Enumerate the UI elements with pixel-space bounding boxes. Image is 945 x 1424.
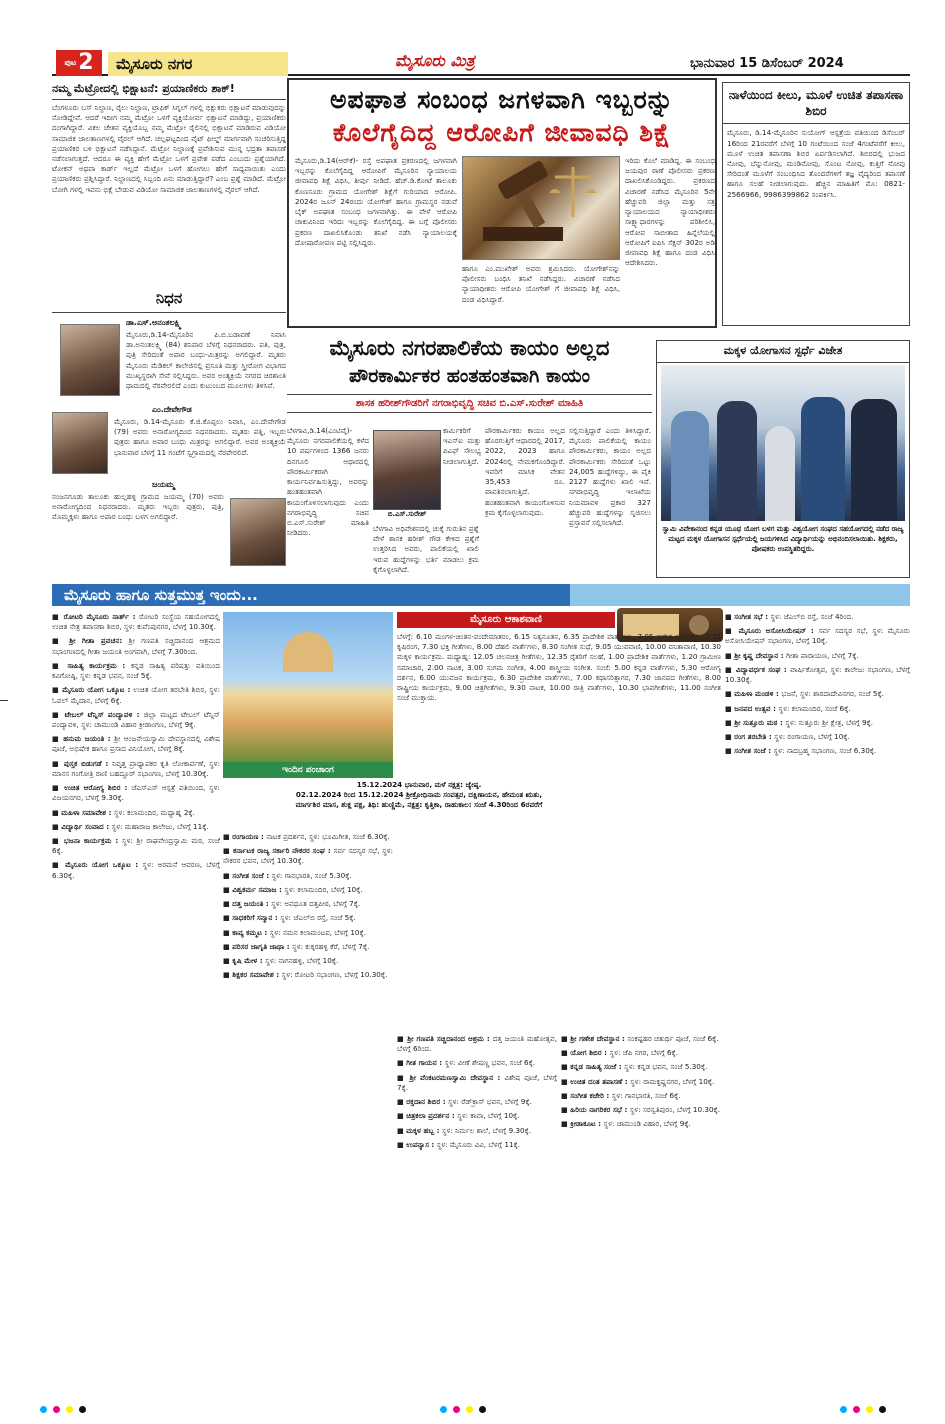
obituary-name-1: ಡಾ.ಎಸ್.ಅನಂತಲಕ್ಷ್ಮಿ bbox=[126, 318, 182, 327]
yoga-winner-story bbox=[656, 340, 910, 578]
obituary-photo-1 bbox=[60, 324, 120, 396]
listing-item bbox=[397, 1126, 557, 1136]
bone-camp-story bbox=[722, 82, 910, 326]
listing-item bbox=[725, 626, 910, 646]
listing-text: ಶ್ರೀ ಆಂಜನೇಯಸ್ವಾಮಿ ದೇವಸ್ಥಾನದಲ್ಲಿ ವಿಶೇಷ ಪೂಜೆ, ಅಭಿಷೇಕ ಹಾಗೂ ಪ್ರಸಾದ ವಿನಿಯೋಗ, ಬೆಳಗ್ಗೆ 8ಕ್ಕೆ. bbox=[52, 734, 220, 754]
justice-gavel-image bbox=[462, 156, 620, 260]
story-headline: ನಮ್ಮ ಮೆಟ್ರೋದಲ್ಲಿ ಭಿಕ್ಷಾಟನೆ: ಪ್ರಯಾಣಿಕರು ಶಾಕ್! bbox=[52, 80, 286, 100]
listing-heading: ■ ಕೃಷಿ ಮೇಳ : bbox=[223, 955, 266, 965]
listing-heading: ■ ಶಿಕ್ಷಕರ ಸಮಾವೇಶ : bbox=[223, 970, 282, 980]
listing-heading: ■ ಪುಸ್ತಕ ಬಿಡುಗಡೆ : bbox=[52, 758, 113, 768]
yoga-award-photo bbox=[661, 365, 905, 521]
listing-item bbox=[397, 1097, 557, 1107]
listing-heading: ■ ಸಂಗೀತ ಸಂಜೆ : bbox=[725, 746, 774, 756]
listing-item bbox=[223, 913, 393, 923]
listing-item bbox=[561, 1105, 721, 1115]
person-figure bbox=[765, 426, 795, 521]
listing-item bbox=[223, 832, 393, 842]
listing-heading: ■ ಕ್ರೀಡಾಕೂಟ : bbox=[561, 1119, 604, 1129]
listing-item bbox=[561, 1077, 721, 1087]
main-story-column-2: ಹಾಗೂ ಎಂ.ಮುಖೇಶ್ ಅವರು ಶ್ರಮಿಸಿದರು. ಯೋಗೇಶ್‌ನನ್ನು ಪೊಲೀಸರು ಬಂಧಿಸಿ ತನಿಖೆ ನಡೆಸಿದ್ದರು. ವಿಚಾರಣೆ ನಡೆಸಿದ ನ್ಯಾಯಾಧೀಶರು ಆರೋಪಿ ಯೋಗೇಶ್ ಗೆ ಜೀವಾವಧಿ ಶಿಕ್ಷೆ ವಿಧಿಸಿ, ದಂಡ ವಿಧಿಸಿದ್ದಾರೆ. bbox=[462, 264, 620, 304]
listings-column-1 bbox=[52, 612, 220, 1392]
story2-subhead: ಶಾಸಕ ಹರೀಶ್‌ಗೌಡರಿಗೆ ನಗರಾಭಿವೃದ್ಧಿ ಸಚಿವ ಬಿ.ಎಸ್.ಸುರೇಶ್ ಮಾಹಿತಿ bbox=[287, 394, 652, 414]
obituary-photo-2 bbox=[52, 412, 108, 474]
listing-item bbox=[223, 846, 393, 866]
listings-band bbox=[52, 584, 910, 606]
story2-column-4: ಸಲ್ಲಿಸುತ್ತಿದ್ದಾರೆ ಎಂದು ತಿಳಿಸಿದ್ದಾರೆ. ಮೈಸೂರು ಪಾಲಿಕೆಯಲ್ಲಿ ಕಾಯಂ ಪೌರಕಾರ್ಮಿಕರು, ಕಾಯಂ ಅಲ್ಲದ ಪೌರಕಾರ್ಮಿಕರು ಸೇರಿದಂತೆ ಒಟ್ಟು 24,005 ಹುದ್ದೆಗಳಿದ್ದು, ಈ ಪೈಕಿ 2127 ಹುದ್ದೆಗಳು ಖಾಲಿ ಇವೆ. ನಗರಾಭಿವೃದ್ಧಿ ಇಲಾಖೆಯ ನಿಯಮಾವಳಿ ಪ್ರಕಾರ 327 ಹೆಚ್ಚುವರಿ ಹುದ್ದೆಗಳನ್ನು ಸೃಜಿಸಲು ಪ್ರಸ್ತಾವನೆ ಸಲ್ಲಿಸಲಾಗಿದೆ. bbox=[569, 426, 651, 527]
listing-item bbox=[725, 612, 910, 622]
panchanga-line-1: 15.12.2024 ಭಾನುವಾರ, ಮಳೆ ನಕ್ಷತ್ರ: ಜ್ಯೇಷ್ಠ. bbox=[356, 780, 482, 789]
listing-text: ವಾರ್ಷಿಕೋತ್ಸವ, ಸ್ಥಳ: ಕಾಲೇಜು ಸಭಾಂಗಣ, ಬೆಳಗ್ಗೆ 10.30ಕ್ಕೆ. bbox=[725, 664, 910, 685]
listing-text: ಸ್ಥಳ: ಜೆಪಿ ನಗರ, ಬೆಳಗ್ಗೆ 6ಕ್ಕೆ. bbox=[609, 1048, 679, 1058]
listing-text: ಸ್ಥಳ: ಕಲಾಮಂದಿರ, ಬೆಳಗ್ಗೆ 10ಕ್ಕೆ. bbox=[284, 884, 363, 894]
band-accent bbox=[570, 584, 910, 606]
listing-item bbox=[223, 899, 393, 909]
margin-mark bbox=[0, 700, 8, 701]
listing-text: ಉಚಿತ ಯೋಗ ತರಬೇತಿ ಶಿಬಿರ, ಸ್ಥಳ: ಓವಲ್ ಮೈದಾನ, ಬೆಳಗ್ಗೆ 6ಕ್ಕೆ. bbox=[52, 685, 220, 705]
listing-item bbox=[52, 685, 220, 705]
listing-text: ಸ್ಥಳ: ರೆಡ್‌ಕ್ರಾಸ್ ಭವನ, ಬೆಳಗ್ಗೆ 9ಕ್ಕೆ. bbox=[448, 1097, 532, 1107]
side-headline: ನಾಳೆಯಿಂದ ಕೀಲು, ಮೂಳೆ ಉಚಿತ ತಪಾಸಣಾ ಶಿಬಿರ bbox=[723, 83, 909, 124]
obituary-name-3: ಜಯಮ್ಮ bbox=[152, 480, 175, 489]
listing-item bbox=[725, 718, 910, 728]
listing-text: ಸ್ಥಳ: ಗಾನಭಾರತಿ, ಸಂಜೆ 6ಕ್ಕೆ. bbox=[611, 1090, 681, 1100]
listing-heading: ■ ಹಿರಿಯ ನಾಗರಿಕರ ಸಭೆ : bbox=[561, 1105, 630, 1115]
listing-heading: ■ ವಿದ್ಯಾರ್ಥಿ ಸಂವಾದ : bbox=[52, 821, 112, 831]
listing-heading: ■ ಶ್ರೀ ಗೀತಾ ಪ್ರವಚನ: bbox=[52, 636, 129, 646]
radio-title: ಮೈಸೂರು ಆಕಾಶವಾಣಿ bbox=[397, 612, 615, 628]
listing-heading: ■ ಶ್ರೀ ಗಣಪತಿ ಸಚ್ಚಿದಾನಂದ ಆಶ್ರಮ : bbox=[397, 1034, 493, 1043]
listing-heading: ■ ವಿದ್ಯಾವರ್ಧಕ ಸಂಘ : bbox=[725, 664, 791, 674]
listing-text: ಕನ್ನಡ ಸಾಹಿತ್ಯ ಪರಿಷತ್ತು ವತಿಯಿಂದ ಕವಿಗೋಷ್ಠಿ, ಸ್ಥಳ: ಕನ್ನಡ ಭವನ, ಸಂಜೆ 5ಕ್ಕೆ. bbox=[52, 660, 220, 681]
listing-heading: ■ ಚಿತ್ರಕಲಾ ಪ್ರದರ್ಶನ : bbox=[397, 1111, 458, 1121]
listing-item bbox=[52, 860, 220, 880]
obituary-photo-3 bbox=[230, 498, 286, 566]
listing-text: ಸ್ಥಳ: ನಮನ ಕಲಾಮಂಟಪ, ಬೆಳಗ್ಗೆ 10ಕ್ಕೆ. bbox=[269, 927, 366, 937]
listing-item bbox=[397, 1058, 557, 1068]
listing-item bbox=[397, 1140, 557, 1150]
listing-text: ಸ್ಥಳ: ಕಾವಾ, ಬೆಳಗ್ಗೆ 10ಕ್ಕೆ. bbox=[457, 1111, 520, 1121]
story2-headline-1: ಮೈಸೂರು ನಗರಪಾಲಿಕೆಯ ಕಾಯಂ ಅಲ್ಲದ bbox=[329, 336, 610, 360]
listing-item bbox=[397, 1073, 557, 1093]
listing-item bbox=[725, 651, 910, 661]
registration-marks-center bbox=[440, 1406, 486, 1416]
listing-heading: ■ ಉಚಿತ ಆರೋಗ್ಯ ಶಿಬಿರ : bbox=[52, 783, 132, 793]
listing-item bbox=[223, 885, 393, 895]
listing-item bbox=[561, 1034, 721, 1044]
mysore-palace-image bbox=[223, 612, 393, 762]
listing-heading: ■ ಉಪನ್ಯಾಸ : bbox=[397, 1139, 437, 1149]
listing-text: ಸ್ಥಳ: ಸರಸ್ವತಿಪುರಂ, ಬೆಳಗ್ಗೆ 10.30ಕ್ಕೆ. bbox=[629, 1105, 721, 1115]
listing-heading: ■ ಸಂಗೀತ ಸಭೆ : bbox=[725, 612, 771, 621]
listing-heading: ■ ಶ್ರೀ ಗಣೇಶ ದೇವಸ್ಥಾನ : bbox=[561, 1034, 628, 1043]
story2-column-3: ಪೌರಕಾರ್ಮಿಕರು ಕಾಯಂ ಅಲ್ಲದ ಹೊರಗುತ್ತಿಗೆ ಆಧಾರದಲ್ಲಿ 2017, 2022, 2023 ಹಾಗೂ 2024ರಲ್ಲಿ ನೇಮಕಗೊಂಡಿದ್ದಾರೆ. ಇವರಿಗೆ ಮಾಸಿಕ ವೇತನ 35,453 ರೂ. ಪಾವತಿಸಲಾಗುತ್ತಿದೆ. ಹಂತಹಂತವಾಗಿ ಕಾಯಂಗೊಳಿಸುವ ಕ್ರಮ ಕೈಗೊಳ್ಳಲಾಗುವುದು. bbox=[485, 426, 565, 517]
story2-headline-2: ಪೌರಕಾರ್ಮಿಕರ ಹಂತಹಂತವಾಗಿ ಕಾಯಂ bbox=[348, 365, 591, 388]
listing-text: ಸ್ಥಳ: ರೋಟರಿ ಸಭಾಂಗಣ, ಬೆಳಗ್ಗೆ 10.30ಕ್ಕೆ. bbox=[281, 970, 388, 980]
listing-item bbox=[52, 636, 220, 656]
listing-text: ಸ್ಥಳ: ವೀಣೆ ಶೇಷಣ್ಣ ಭವನ, ಸಂಜೆ 6ಕ್ಕೆ. bbox=[444, 1058, 536, 1068]
story2-column-2b: ಕಾರ್ಮಿಕರಿಗೆ ಇಎಸ್ಐ ಮತ್ತು ಪಿಎಫ್ ಸೌಲಭ್ಯ ನೀಡಲಾಗುತ್ತಿದೆ. bbox=[443, 426, 481, 466]
listing-heading: ■ ಮೈಸೂರು ಯೋಗ ಒಕ್ಕೂಟ : bbox=[52, 860, 143, 870]
listing-item bbox=[52, 783, 220, 803]
listing-item bbox=[52, 710, 220, 730]
listing-heading: ■ ಸಂಗೀತ ಕಚೇರಿ : bbox=[561, 1090, 612, 1100]
listing-text: ಜೆಎಸ್ಎಸ್ ಆಸ್ಪತ್ರೆ ವತಿಯಿಂದ, ಸ್ಥಳ: ವಿಜಯನಗರ, ಬೆಳಗ್ಗೆ 9.30ಕ್ಕೆ. bbox=[52, 783, 220, 803]
listing-heading: ■ ಮೈಸೂರು ಅಸೋಸಿಯೇಷನ್ : bbox=[725, 626, 819, 636]
obituary-title: ನಿಧನ bbox=[52, 288, 286, 313]
section-title: ಮೈಸೂರು ನಗರ bbox=[108, 52, 288, 76]
listing-item bbox=[52, 822, 220, 832]
listing-text: ಸ್ಥಳ: ಜೆಎಲ್‌ಬಿ ರಸ್ತೆ, ಸಂಜೆ 4ರಿಂದ. bbox=[770, 612, 854, 621]
obituary-text-3: ನಂಜನಗೂಡು ತಾಲೂಕು ಹುಲ್ಲಹಳ್ಳಿ ಗ್ರಾಮದ ಜಯಮ್ಮ (70) ಅವರು ಅನಾರೋಗ್ಯದಿಂದ ನಿಧನರಾದರು. ಮೃತರು ಇಬ್ಬರು ಪುತ್ರರು, ಪುತ್ರಿ, ಮೊಮ್ಮಕ್ಕಳು ಹಾಗೂ ಅಪಾರ ಬಂಧು ಬಳಗ ಅಗಲಿದ್ದಾರೆ. bbox=[52, 492, 224, 522]
listing-heading: ■ ರಕ್ತದಾನ ಶಿಬಿರ : bbox=[397, 1097, 449, 1107]
listing-item bbox=[397, 1111, 557, 1121]
listing-item bbox=[52, 661, 220, 681]
story-body: ಬೆಂಗಳೂರು ಬಸ್ ನಿಲ್ದಾಣ, ರೈಲು ನಿಲ್ದಾಣ, ಟ್ರಾಫಿಕ್ ಸಿಗ್ನಲ್ ಗಳಲ್ಲಿ ಭಿಕ್ಷುಕರು ಭಿಕ್ಷಾಟನೆ ಮಾಡುವುದನ್ನು ನೋಡಿದ್ದೇವೆ. ಆದರೆ ಇದೀಗ ನಮ್ಮ ಮೆಟ್ರೋ ಒಳಗೆ ವ್ಯಕ್ತಿಯೋರ್ವ ಭಿಕ್ಷಾಟನೆ ಮಾಡಿದ್ದು, ಪ್ರಯಾಣಿಕರು ದಂಗಾಗಿದ್ದಾರೆ. ವಿಕಲ ಚೇತನ ವ್ಯಕ್ತಿಯೊಬ್ಬ ನಮ್ಮ ಮೆಟ್ರೋ ರೈಲಿನಲ್ಲಿ ಭಿಕ್ಷಾಟನೆ ಮಾಡಿರುವ ವಿಡಿಯೋ ಸಾಮಾಜಿಕ ಜಾಲತಾಣಗಳಲ್ಲಿ ವೈರಲ್ ಆಗಿದೆ. ಚಲ್ಲಘಟ್ಟದಿಂದ ವೈಟ್ ಫೀಲ್ಡ್ ಮಾರ್ಗವಾಗಿ ಸಂಚರಿಸುತ್ತಿದ್ದ ಪ್ರಯಾಣಿಕರ ಬಳಿ ಭಿಕ್ಷಾಟನೆ ನಡೆಸಿದ್ದಾನೆ. ಮೆಟ್ರೋ ನಿಲ್ದಾಣಕ್ಕೆ ಪ್ರವೇಶಿಸುವ ಮುನ್ನ ಭದ್ರತಾ ತಪಾಸಣೆ ನಡೆಸಲಾಗುತ್ತದೆ. ಆದರೂ ಈ ವ್ಯಕ್ತಿ ಹೇಗೆ ಮೆಟ್ರೋ ಒಳಗೆ ಪ್ರವೇಶ ಪಡೆದ ಎಂಬುದು ಪ್ರಶ್ನೆಯಾಗಿದೆ. ಟೋಕನ್ ಅಥವಾ ಕಾರ್ಡ್ ಇಲ್ಲದೆ ಮೆಟ್ರೋ ಒಳಗೆ ಹೋಗಲು ಹೇಗೆ ಸಾಧ್ಯವಾಯಿತು ಎಂದು ಪ್ರಯಾಣಿಕರು ಪ್ರಶ್ನಿಸಿದ್ದಾರೆ. ನಿಲ್ದಾಣದಲ್ಲಿ ಸಿಬ್ಬಂದಿ ಏನು ಮಾಡುತ್ತಿದ್ದಾರೆ? ಎಂಬ ಪ್ರಶ್ನೆ ಮಾಡಿದೆ. ಮೆಟ್ರೋ ಬೋಗಿ ಗಳಲ್ಲಿ ಇವನು ಭಿಕ್ಷೆ ಬೇಡುವ ವಿಡಿಯೋ ಸಾಮಾಜಿಕ ಜಾಲತಾಣಗಳಲ್ಲಿ ವೈರಲ್ ಆಗಿದೆ. bbox=[52, 102, 286, 194]
listing-item bbox=[561, 1091, 721, 1101]
listing-text: ನಿವೃತ್ತ ಪ್ರಾಧ್ಯಾಪಕರ ಕೃತಿ ಲೋಕಾರ್ಪಣೆ, ಸ್ಥಳ: ಮಾನಸ ಗಂಗೋತ್ರಿ ರಾಣಿ ಬಹದ್ದೂರ್ ಸಭಾಂಗಣ, ಬೆಳಗ್ಗೆ 10.30ಕ್ಕೆ. bbox=[52, 758, 220, 778]
page-number-badge bbox=[56, 50, 102, 76]
listing-item bbox=[52, 836, 220, 856]
issue-date: ಭಾನುವಾರ 15 ಡಿಸೆಂಬರ್ 2024 bbox=[690, 56, 844, 71]
panchanga-line-3: ಮಾರ್ಗಶಿರ ಮಾಸ, ಶುಕ್ಲ ಪಕ್ಷ, ತಿಥಿ: ಹುಣ್ಣಿಮೆ, ನಕ್ಷತ್ರ: ಕೃತ್ತಿಕಾ, ರಾಹುಕಾಲ: ಸಂಜೆ 4.30ರಿಂದ 6ರವರೆಗೆ bbox=[295, 800, 543, 810]
listing-heading: ■ ಪರಿಸರ ಜಾಗೃತಿ ಜಾಥಾ : bbox=[223, 941, 293, 951]
listing-item bbox=[725, 665, 910, 685]
listing-text: ಸ್ಥಳ: ಜೆಎಲ್‌ಬಿ ರಸ್ತೆ, ಸಂಜೆ 5ಕ್ಕೆ. bbox=[280, 913, 356, 923]
page-label: ಪುಟ bbox=[64, 57, 77, 67]
listing-text: ಸ್ಥಳ: ನಿರ್ಮಲ ಶಾಲೆ, ಬೆಳಗ್ಗೆ 9.30ಕ್ಕೆ. bbox=[442, 1125, 532, 1135]
listing-text: ಸ್ಥಳ: ಮಹಾರಾಜ ಕಾಲೇಜು, ಬೆಳಗ್ಗೆ 11ಕ್ಕೆ. bbox=[111, 821, 209, 831]
listing-heading: ■ ಉಚಿತ ದಂತ ತಪಾಸಣೆ : bbox=[561, 1076, 631, 1086]
listing-text: ಸ್ಥಳ: ಅರಮನೆ ಆವರಣ, ಬೆಳಗ್ಗೆ 6.30ಕ್ಕೆ. bbox=[52, 860, 220, 880]
page-number: 2 bbox=[78, 50, 94, 76]
listing-text: ಸ್ಥಳ: ನಾಗನಹಳ್ಳಿ, ಬೆಳಗ್ಗೆ 10ಕ್ಕೆ. bbox=[265, 955, 339, 965]
listing-text: ಸರ್ವ ಸದಸ್ಯರ ಸಭೆ, ಸ್ಥಳ: ಮೈಸೂರು ಅಸೋಸಿಯೇಷನ್ ಸಭಾಂಗಣ, ಬೆಳಗ್ಗೆ 10ಕ್ಕೆ. bbox=[725, 626, 910, 646]
metro-begging-story bbox=[52, 80, 286, 279]
murder-verdict-story bbox=[287, 78, 717, 328]
minister-photo bbox=[373, 430, 441, 510]
listing-text: ರೋಟರಿ ಸಂಸ್ಥೆಯ ಸಹಯೋಗದಲ್ಲಿ ಉಚಿತ ನೇತ್ರ ತಪಾಸಣಾ ಶಿಬಿರ, ಸ್ಥಳ: ಕುವೆಂಪುನಗರ, ಬೆಳಗ್ಗೆ 10.30ಕ್ಕೆ. bbox=[52, 612, 220, 632]
listing-heading: ■ ಸಾಹಿತ್ಯ ಕಾರ್ಯಕ್ರಮ : bbox=[52, 660, 131, 670]
registration-marks-right bbox=[840, 1406, 886, 1416]
obituary-text-2: ಮೈಸೂರು, ಡಿ.14-ಮೈಸೂರು ಕೆ.ಜಿ.ಕೊಪ್ಪಲು ನಿವಾಸಿ, ಎಂ.ದೇವೇಗೌಡ (79) ಅವರು ಅನಾರೋಗ್ಯದಿಂದ ನಿಧನರಾದರು. ಮೃತರು ಪತ್ನಿ, ಇಬ್ಬರು ಪುತ್ರರು ಹಾಗೂ ಅಪಾರ ಬಂಧು ಮಿತ್ರರನ್ನು ಅಗಲಿದ್ದಾರೆ. ಅವರ ಅಂತ್ಯಕ್ರಿಯೆ ಭಾನುವಾರ ಬೆಳಗ್ಗೆ 11 ಗಂಟೆಗೆ ಸ್ವಗ್ರಾಮದಲ್ಲಿ ನೆರವೇರಲಿದೆ. bbox=[114, 417, 286, 457]
listing-text: ಸ್ಥಳ: ರಾಮಕೃಷ್ಣನಗರ, ಬೆಳಗ್ಗೆ 10ಕ್ಕೆ. bbox=[630, 1076, 715, 1086]
yoga-headline: ಮಕ್ಕಳ ಯೋಗಾಸನ ಸ್ಪರ್ಧೆ ವಿಜೇತ bbox=[657, 341, 909, 363]
listing-text: ಸ್ಥಳ: ಚಾಮುಂಡಿ ವಿಹಾರ, ಬೆಳಗ್ಗೆ 9ಕ್ಕೆ. bbox=[603, 1119, 691, 1129]
listing-heading: ■ ಟೇಬಲ್ ಟೆನ್ನಿಸ್ ಪಂದ್ಯಾವಳಿ : bbox=[52, 709, 144, 719]
listing-item bbox=[223, 871, 393, 881]
listing-heading: ■ ದತ್ತ ಜಯಂತಿ : bbox=[223, 899, 272, 909]
listing-item bbox=[52, 734, 220, 754]
story2-column-1: ಬೆಳಗಾವಿ,ಡಿ.14(ಎಂಟಿವೈ)- ಮೈಸೂರು ನಗರಪಾಲಿಕೆಯಲ್ಲಿ ಕಳೆದ 10 ವರ್ಷಗಳಿಂದ 1366 ಜನರು ದಿನಗೂಲಿ ಆಧಾರದಲ್ಲಿ ಪೌರಕಾರ್ಮಿಕರಾಗಿ ಕಾರ್ಯನಿರ್ವಹಿಸುತ್ತಿದ್ದು, ಅವರನ್ನು ಹಂತಹಂತವಾಗಿ ಕಾಯಂಗೊಳಿಸಲಾಗುವುದು ಎಂದು ನಗರಾಭಿವೃದ್ಧಿ ಸಚಿವ ಬಿ.ಎಸ್.ಸುರೇಶ್ ಮಾಹಿತಿ ನೀಡಿದರು. bbox=[287, 426, 369, 538]
person-figure bbox=[717, 401, 757, 521]
side-body: ಮೈಸೂರು, ಡಿ.14-ಮೈಸೂರಿನ ಸುಯೋಗ್ ಆಸ್ಪತ್ರೆಯ ವತಿಯಿಂದ ಡಿಸೆಂಬರ್ 16ರಿಂದ 21ರವರೆಗೆ ಬೆಳಗ್ಗೆ 10 ಗಂಟೆಯಿಂದ ಸಂಜೆ 4ಗಂಟೆವರೆಗೆ ಕೀಲು, ಮೂಳೆ ಉಚಿತ ತಪಾಸಣಾ ಶಿಬಿರ ಏರ್ಪಡಿಸಲಾಗಿದೆ. ಶಿಬಿರದಲ್ಲಿ ಭುಜದ ನೋವು, ಬೆನ್ನುನೋವು, ಮಂಡಿನೋವು, ಸೊಂಟ ನೋವು, ಕುತ್ತಿಗೆ ನೋವು ಸೇರಿದಂತೆ ಮೂಳೆಗೆ ಸಂಬಂಧಿಸಿದ ತೊಂದರೆಗಳಿಗೆ ತಜ್ಞ ವೈದ್ಯರಿಂದ ತಪಾಸಣೆ ಹಾಗೂ ಸಲಹೆ ನೀಡಲಾಗುವುದು. ಹೆಚ್ಚಿನ ಮಾಹಿತಿಗೆ ಮೊ: 0821-2566966, 9986399862 ಸಂಪರ್ಕಿಸಿ. bbox=[727, 128, 905, 199]
radio-schedule: ಬೆಳಗ್ಗೆ: 6.10 ಮಂಗಳ-ಚಿಂತನ-ವಂದೇಮಾತರಂ, 6.15 ನಿತ್ಯನೂತನ, 6.35 ಪ್ರಾದೇಶಿಕ ವಾರ್ತೆಗಳು, 7.05 ಪ್ರದೇಶ ಸಮಾಚಾರ, 7.15 ಕೃಷಿರಂಗ, 7.30 ಭಕ್ತಿ ಗೀತೆಗಳು, 8.00 ದೆಹಲಿ ವಾರ್ತೆಗಳು, 8.30 ಸಂಗೀತ ಸುಧೆ, 9.05 ಯುವವಾಣಿ, 10.00 ವನಿತಾವಾಣಿ, 10.30 ಮಕ್ಕಳ ಕಾರ್ಯಕ್ರಮ. ಮಧ್ಯಾಹ್ನ: 12.05 ಚಲನಚಿತ್ರ ಗೀತೆಗಳು, 12.35 ರೈತರಿಗೆ ಸಲಹೆ, 1.00 ಪ್ರಾದೇಶಿಕ ವಾರ್ತೆಗಳು, 1.20 ಗ್ರಾಮೀಣ ಸಮಾಚಾರ, 2.00 ನಾಟಕ, 3.00 ಸುಗಮ ಸಂಗೀತ, 4.00 ಶಾಸ್ತ್ರೀಯ ಸಂಗೀತ. ಸಂಜೆ: 5.00 ಕನ್ನಡ ವಾರ್ತೆಗಳು, 5.30 ಆರೋಗ್ಯ ದರ್ಶನ, 6.00 ಯುವಜನ ಕಾರ್ಯಕ್ರಮ, 6.30 ಪ್ರಾದೇಶಿಕ ವಾರ್ತೆಗಳು, 7.00 ಕಥಾಸರಿತ್ಸಾಗರ, 7.30 ಜಾನಪದ ಗೀತೆಗಳು, 8.00 ರಾಷ್ಟ್ರೀಯ ಕಾರ್ಯಕ್ರಮ, 9.00 ಚಿತ್ರಗೀತೆಗಳು, 9.30 ನಾಟಕ, 10.00 ರಾತ್ರಿ ವಾರ್ತೆಗಳು, 10.30 ಭಾವಗೀತೆಗಳು, 11.00 ಸಂಗೀತ ಸಂಜೆ ಮುಕ್ತಾಯ. bbox=[397, 632, 721, 703]
yoga-caption: ಸ್ವಾಮಿ ವಿವೇಕಾನಂದ ಕನ್ನಡ ಯೂಥ ಯೋಗ ಬಳಗ ಮತ್ತು ವಿಶ್ವಯೋಗ ಸಂಘದ ಸಹಯೋಗದಲ್ಲಿ ನಡೆದ ರಾಜ್ಯ ಮಟ್ಟದ ಮಕ್ಕಳ ಯೋಗಾಸನ ಸ್ಪರ್ಧೆಯಲ್ಲಿ ಜಯಗಳಿಸಿದ ವಿದ್ಯಾರ್ಥಿಯನ್ನು ಅಭಿನಂದಿಸಲಾಯಿತು. ಶಿಕ್ಷಕರು, ಪೋಷಕರು ಉಪಸ್ಥಿತರಿದ್ದರು. bbox=[662, 525, 904, 553]
listing-text: ಸ್ಥಳ: ಮೈಸೂರು ವಿವಿ, ಬೆಳಗ್ಗೆ 11ಕ್ಕೆ. bbox=[436, 1139, 521, 1149]
listing-text: ಸ್ಥಳ: ಅವಧೂತ ದತ್ತಪೀಠ, ಬೆಳಗ್ಗೆ 7ಕ್ಕೆ. bbox=[271, 899, 361, 909]
obituary-section bbox=[52, 288, 286, 578]
registration-marks-left bbox=[40, 1406, 86, 1416]
listing-item bbox=[397, 1034, 557, 1054]
listing-text: ಸ್ಥಳ: ಕನ್ನಡ ಭವನ, ಸಂಜೆ 5.30ಕ್ಕೆ. bbox=[624, 1062, 708, 1072]
listing-item bbox=[223, 928, 393, 938]
listing-heading: ■ ಕರ್ನಾಟಕ ರಾಜ್ಯ ಸರ್ಕಾರಿ ನೌಕರರ ಸಂಘ : bbox=[223, 846, 334, 856]
band-title: ಮೈಸೂರು ಹಾಗೂ ಸುತ್ತಮುತ್ತ ಇಂದು... bbox=[64, 586, 258, 604]
listing-heading: ■ ಯೋಗ ಶಿಬಿರ : bbox=[561, 1048, 610, 1058]
listing-item bbox=[561, 1119, 721, 1129]
listing-heading: ■ ಸಂಗೀತ ಸಂಜೆ : bbox=[223, 870, 272, 880]
story2-column-2: ಬೆಳಗಾವಿ ಅಧಿವೇಶನದಲ್ಲಿ ಚುಕ್ಕೆ ಗುರುತಿನ ಪ್ರಶ್ನೆ ವೇಳೆ ಶಾಸಕ ಹರೀಶ್ ಗೌಡ ಕೇಳಿದ ಪ್ರಶ್ನೆಗೆ ಉತ್ತರಿಸಿದ ಅವರು, ಪಾಲಿಕೆಯಲ್ಲಿ ಖಾಲಿ ಇರುವ ಹುದ್ದೆಗಳನ್ನು ಭರ್ತಿ ಮಾಡಲು ಕ್ರಮ ಕೈಗೊಳ್ಳಲಾಗಿದೆ. bbox=[373, 524, 479, 574]
listing-text: ನಾಟಕ ಪ್ರದರ್ಶನ, ಸ್ಥಳ: ಭೂಮಿಗೀತ, ಸಂಜೆ 6.30ಕ್ಕೆ. bbox=[266, 832, 390, 841]
listing-heading: ■ ಭಜನಾ ಕಾರ್ಯಕ್ರಮ : bbox=[52, 835, 123, 845]
listing-heading: ■ ಮೈಸೂರು ಯೋಗ ಒಕ್ಕೂಟ : bbox=[52, 685, 134, 695]
listing-item bbox=[52, 808, 220, 818]
listing-heading: ■ ಮಕ್ಕಳ ಹಬ್ಬ : bbox=[397, 1125, 442, 1135]
main-story-column-3: ಇರಿದು ಕೊಲೆ ಮಾಡಿದ್ದ. ಈ ಸಂಬಂಧ ಜಯಪುರ ಠಾಣೆ ಪೊಲೀಸರು ಪ್ರಕರಣ ದಾಖಲಿಸಿಕೊಂಡಿದ್ದರು. ಪ್ರಕರಣದ ವಿಚಾರಣೆ ನಡೆಸಿದ ಮೈಸೂರಿನ 5ನೇ ಹೆಚ್ಚುವರಿ ಜಿಲ್ಲಾ ಮತ್ತು ಸತ್ರ ನ್ಯಾಯಾಲಯದ ನ್ಯಾಯಾಧೀಶರು ಸಾಕ್ಷ್ಯಾಧಾರಗಳನ್ನು ಪರಿಶೀಲಿಸಿ, ಆರೋಪ ಸಾಬೀತಾದ ಹಿನ್ನೆಲೆಯಲ್ಲಿ ಆರೋಪಿಗೆ ಐಪಿಸಿ ಸೆಕ್ಷನ್ 302ರ ಅಡಿ ಜೀವಾವಧಿ ಶಿಕ್ಷೆ ಹಾಗೂ ದಂಡ ವಿಧಿಸಿ ಆದೇಶಿಸಿದರು. bbox=[625, 156, 715, 268]
palace-dome bbox=[283, 632, 333, 672]
listings-column-5 bbox=[561, 1034, 721, 1392]
panchanga-line-2: 02.12.2024 ರಿಂದ 15.12.2024 ಶ್ರೀಕ್ರೋಧಿನಾಮ ಸಂವತ್ಸರ, ದಕ್ಷಿಣಾಯನ, ಹೇಮಂತ ಋತು, bbox=[295, 790, 543, 800]
person-figure bbox=[671, 411, 709, 521]
listing-heading: ■ ರಂಗಾಯಣ : bbox=[223, 832, 267, 841]
obituary-text-1: ಮೈಸೂರು,ಡಿ.14-ಮೈಸೂರಿನ ಪಿ.ಬಿ.ಬಡಾವಣೆ ನಿವಾಸಿ ಡಾ.ಅನಂತಲಕ್ಷ್ಮಿ (84) ಶನಿವಾರ ಬೆಳಗ್ಗೆ ನಿಧನರಾದರು. ಪತಿ, ಪುತ್ರ, ಪುತ್ರಿ ಸೇರಿದಂತೆ ಅಪಾರ ಬಂಧು-ಮಿತ್ರರನ್ನು ಅಗಲಿದ್ದಾರೆ. ಮೃತರು ಮೈಸೂರು ಮೆಡಿಕಲ್ ಕಾಲೇಜಿನಲ್ಲಿ ಪ್ರಸೂತಿ ಮತ್ತು ಸ್ತ್ರೀರೋಗ ವಿಭಾಗದ ಮುಖ್ಯಸ್ಥರಾಗಿ ಸೇವೆ ಸಲ್ಲಿಸಿದ್ದರು. ಅವರ ಅಂತ್ಯಕ್ರಿಯೆ ನಗರದ ಚಿರಶಾಂತಿ ಧಾಮದಲ್ಲಿ ನೆರವೇರಲಿದೆ ಎಂದು ಕುಟುಂಬದ ಮೂಲಗಳು ತಿಳಿಸಿವೆ. bbox=[126, 330, 286, 391]
listing-item bbox=[223, 970, 393, 980]
listing-text: ಜಿಲ್ಲಾ ಮಟ್ಟದ ಟೇಬಲ್ ಟೆನ್ನಿಸ್ ಪಂದ್ಯಾವಳಿ, ಸ್ಥಳ: ಚಾಮುಂಡಿ ವಿಹಾರ ಕ್ರೀಡಾಂಗಣ, ಬೆಳಗ್ಗೆ 9ಕ್ಕೆ. bbox=[52, 709, 220, 729]
listing-heading: ■ ರೋಟರಿ ಮೈಸೂರು ನಾರ್ತ್ : bbox=[52, 612, 140, 621]
listing-item bbox=[561, 1062, 721, 1072]
listing-text: ದತ್ತ ಜಯಂತಿ ಮಹೋತ್ಸವ, ಬೆಳಗ್ಗೆ 6ರಿಂದ. bbox=[397, 1034, 557, 1054]
main-story-column-1: ಮೈಸೂರು,ಡಿ.14(ಆರ್‌ಕೆ)- ರಸ್ತೆ ಅಪಘಾತ ಪ್ರಕರಣದಲ್ಲಿ ಜಗಳವಾಗಿ ಇಬ್ಬರನ್ನು ಕೊಲೆಗೈದಿದ್ದ ಆರೋಪಿಗೆ ಮೈಸೂರಿನ ನ್ಯಾಯಾಲಯ ಜೀವಾವಧಿ ಶಿಕ್ಷೆ ವಿಧಿಸಿ, ತೀರ್ಪು ನೀಡಿದೆ. ಹೆಚ್.ಡಿ.ಕೋಟೆ ತಾಲೂಕು ಕೊಣಸೂರು ಗ್ರಾಮದ ಯೋಗೇಶ್ ಶಿಕ್ಷೆಗೆ ಗುರಿಯಾದ ಆರೋಪಿ. 2024ರ ಜೂನ್ 24ರಂದು ಯೋಗೇಶ್ ಹಾಗೂ ಗ್ರಾಮಸ್ಥರ ನಡುವೆ ಬೈಕ್ ಅಪಘಾತ ಸಂಬಂಧ ಜಗಳವಾಗಿತ್ತು. ಈ ವೇಳೆ ಆರೋಪಿ ಚಾಕುವಿನಿಂದ ಇರಿದು ಇಬ್ಬರನ್ನು ಕೊಲೆಗೈದಿದ್ದ. ಈ ಬಗ್ಗೆ ಪೊಲೀಸರು ಪ್ರಕರಣ ದಾಖಲಿಸಿಕೊಂಡು ತನಿಖೆ ನಡೆಸಿ ನ್ಯಾಯಾಲಯಕ್ಕೆ ದೋಷಾರೋಪಣ ಪಟ್ಟಿ ಸಲ್ಲಿಸಿದ್ದರು. bbox=[295, 156, 457, 247]
listing-text: ಭಜನೆ, ಸ್ಥಳ: ಶಾರದಾದೇವಿನಗರ, ಸಂಜೆ 5ಕ್ಕೆ. bbox=[781, 689, 884, 699]
main-headline-line2: ಕೊಲೆಗೈದಿದ್ದ ಆರೋಪಿಗೆ ಜೀವಾವಧಿ ಶಿಕ್ಷೆ bbox=[332, 118, 672, 147]
listing-heading: ■ ರಂಗ ತರಬೇತಿ : bbox=[725, 731, 775, 741]
listing-heading: ■ ಸಾಧಕರಿಗೆ ಸನ್ಮಾನ : bbox=[223, 913, 281, 923]
listing-heading: ■ ಮಹಿಳಾ ಸಮಾವೇಶ : bbox=[52, 807, 114, 817]
listing-text: ಸ್ಥಳ: ರಂಗಾಯಣ, ಬೆಳಗ್ಗೆ 10ಕ್ಕೆ. bbox=[774, 731, 850, 741]
listing-text: ಸರ್ವ ಸದಸ್ಯರ ಸಭೆ, ಸ್ಥಳ: ನೌಕರರ ಭವನ, ಬೆಳಗ್ಗೆ 10.30ಕ್ಕೆ. bbox=[223, 846, 393, 866]
person-figure bbox=[801, 397, 845, 521]
listing-text: ಸಂಕಷ್ಟಹರ ಚತುರ್ಥಿ ಪೂಜೆ, ಸಂಜೆ 6ಕ್ಕೆ. bbox=[627, 1034, 719, 1043]
listing-item bbox=[725, 689, 910, 699]
listing-heading: ■ ಜನಪದ ಉತ್ಸವ : bbox=[725, 703, 779, 713]
listing-text: ಸ್ಥಳ: ಸುತ್ತೂರು ಶ್ರೀ ಕ್ಷೇತ್ರ, ಬೆಳಗ್ಗೆ 9ಕ್ಕೆ. bbox=[785, 717, 874, 727]
listing-heading: ■ ಶ್ರೀ ಸುತ್ತೂರು ಮಠ : bbox=[725, 717, 786, 727]
listing-item bbox=[725, 746, 910, 756]
listings-column-6 bbox=[725, 612, 910, 1392]
listing-text: ಸ್ಥಳ: ಕಲಾಮಂದಿರ, ಸಂಜೆ 6ಕ್ಕೆ. bbox=[778, 703, 851, 713]
listing-item bbox=[561, 1048, 721, 1058]
civic-workers-story bbox=[287, 334, 652, 580]
listing-item bbox=[725, 704, 910, 714]
listing-heading: ■ ಗೀತ ಗಾಯನ : bbox=[397, 1058, 445, 1068]
listing-text: ಸ್ಥಳ: ಕುಕ್ಕರಹಳ್ಳಿ ಕೆರೆ, ಬೆಳಗ್ಗೆ 7ಕ್ಕೆ. bbox=[292, 941, 370, 951]
listing-heading: ■ ಶ್ರೀ ಕೃಷ್ಣ ದೇವಸ್ಥಾನ : bbox=[725, 650, 787, 660]
listings-column-2 bbox=[223, 832, 393, 1392]
listing-text: ಸ್ಥಳ: ನಾದಬ್ರಹ್ಮ ಸಭಾಂಗಣ, ಸಂಜೆ 6.30ಕ್ಕೆ. bbox=[773, 746, 877, 756]
listing-text: ಸ್ಥಳ: ಶ್ರೀ ರಾಘವೇಂದ್ರಸ್ವಾಮಿ ಮಠ, ಸಂಜೆ 6ಕ್ಕೆ. bbox=[52, 835, 220, 856]
listing-item bbox=[52, 612, 220, 632]
listing-heading: ■ ಕಾವ್ಯ ಕಮ್ಮಟ : bbox=[223, 927, 270, 937]
obituary-name-2: ಎಂ.ದೇವೇಗೌಡ bbox=[152, 405, 192, 414]
listing-text: ಸ್ಥಳ: ಕಲಾಮಂದಿರ, ಮಧ್ಯಾಹ್ನ 2ಕ್ಕೆ. bbox=[114, 807, 195, 817]
listing-text: ಶ್ರೀ ಗಣಪತಿ ಸಚ್ಚಿದಾನಂದ ಆಶ್ರಮದ ಸಭಾಂಗಣದಲ್ಲಿ ಗೀತಾ ಜಯಂತಿ ಅಂಗವಾಗಿ, ಬೆಳಗ್ಗೆ 7.30ರಿಂದ. bbox=[52, 636, 220, 656]
listing-heading: ■ ಶ್ರೀ ವೆಂಕಟರಮಣಸ್ವಾಮಿ ದೇವಸ್ಥಾನ : bbox=[397, 1072, 505, 1082]
listing-heading: ■ ಮಹಿಳಾ ಮಂಡಳಿ : bbox=[725, 689, 782, 699]
newspaper-name: ಮೈಸೂರು ಮಿತ್ರ bbox=[395, 51, 475, 70]
listing-text: ಸ್ಥಳ: ಗಾನಭಾರತಿ, ಸಂಜೆ 5.30ಕ್ಕೆ. bbox=[271, 870, 352, 880]
listing-heading: ■ ವಿಶ್ವಕರ್ಮ ಸಮಾಜ : bbox=[223, 884, 285, 894]
listing-item bbox=[223, 956, 393, 966]
listing-item bbox=[223, 942, 393, 952]
listing-item bbox=[52, 759, 220, 779]
gavel-icon bbox=[463, 157, 621, 261]
panchanga-title: ಇಂದಿನ ಪಂಚಾಂಗ bbox=[223, 762, 393, 778]
listing-text: ವಿಶೇಷ ಪೂಜೆ, ಬೆಳಗ್ಗೆ 7ಕ್ಕೆ. bbox=[397, 1072, 557, 1092]
person-figure bbox=[851, 399, 897, 521]
listing-heading: ■ ಕನ್ನಡ ಸಾಹಿತ್ಯ ಸಂಜೆ : bbox=[561, 1062, 625, 1072]
listings-column-4 bbox=[397, 1034, 557, 1392]
listing-item bbox=[725, 732, 910, 742]
minister-photo-caption: ಬಿ.ಎಸ್.ಸುರೇಶ್ bbox=[373, 510, 441, 519]
listing-heading: ■ ಹನುಮ ಜಯಂತಿ : bbox=[52, 734, 115, 744]
listing-text: ಗೀತಾ ಪಾರಾಯಣ, ಬೆಳಗ್ಗೆ 7ಕ್ಕೆ. bbox=[786, 650, 859, 660]
main-headline-line1: ಅಪಘಾತ ಸಂಬಂಧ ಜಗಳವಾಗಿ ಇಬ್ಬರನ್ನು bbox=[330, 85, 674, 114]
